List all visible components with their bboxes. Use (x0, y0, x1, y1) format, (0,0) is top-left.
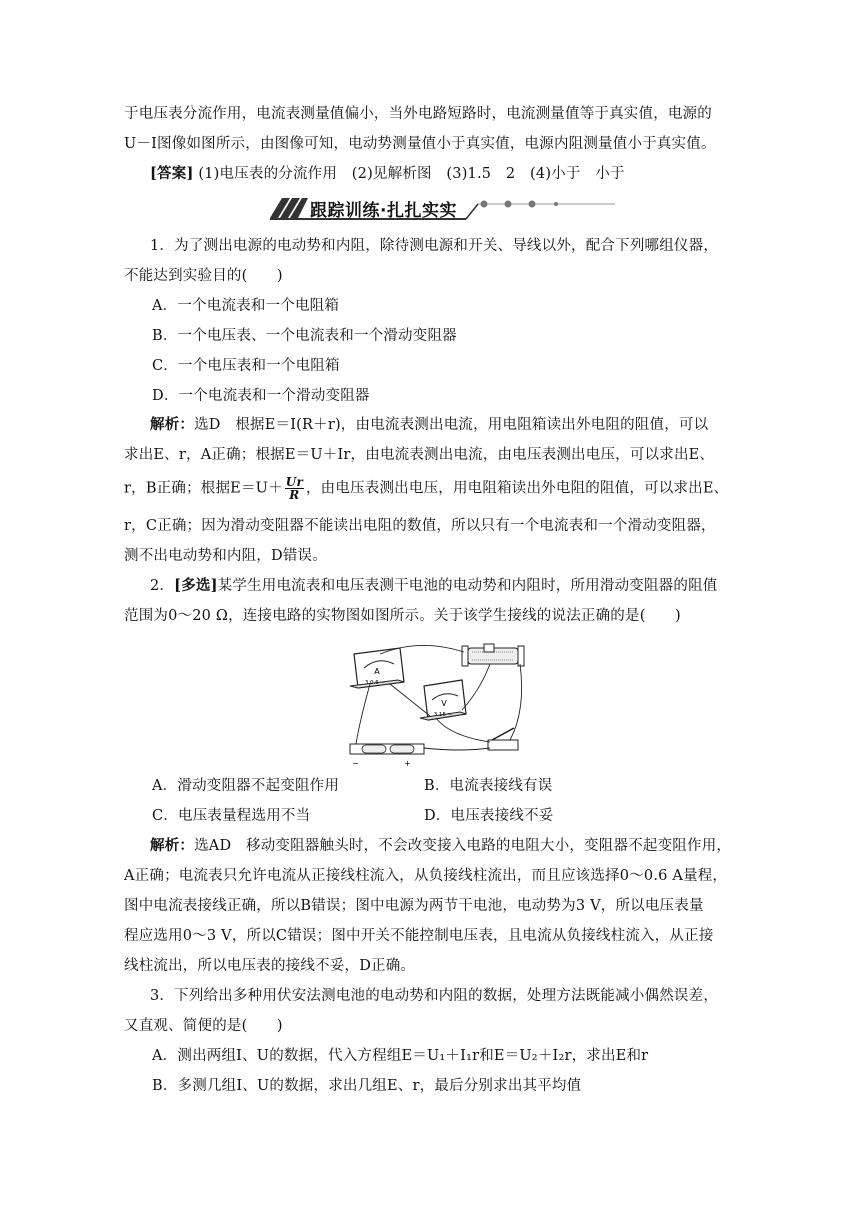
q2-option-row-2 (152, 806, 774, 826)
q3-stem-1: 3．下列给出多种用伏安法测电池的电动势和内阻的数据，处理方法既能减小偶然误差， (150, 988, 719, 1004)
q3-option-b: B．多测几组I、U的数据，求出几组E、r，最后分别求出其平均值 (152, 1078, 582, 1094)
q1-option-b: B．一个电压表、一个电流表和一个滑动变阻器 (152, 328, 457, 344)
q2-solution-text-1: 选AD 移动变阻器触头时，不会改变接入电路的电阻大小，变阻器不起变阻作用， (194, 838, 732, 854)
q1-solution-text-1: 选D 根据E＝I(R＋r)，由电流表测出电流，用电阻箱读出外电阻的阻值，可以 (194, 417, 709, 433)
ammeter (350, 648, 404, 688)
intro-line-2: U－I图像如图所示，由图像可知，电动势测量值小于真实值，电源内阻测量值小于真实值。 (124, 136, 716, 152)
q2-solution-tag: 解析： (150, 837, 195, 854)
banner-title: 跟踪训练·扎扎实实 (310, 201, 457, 221)
q2-solution-3: 图中电流表接线正确，所以B错误；图中电源为两节干电池，电动势为3 V，所以电压表量 (124, 898, 704, 914)
q1-solution-3b: ，由电压表测出电压，用电阻箱读出外电阻的阻值，可以求出E、 (305, 480, 729, 497)
q1-stem-1: 1．为了测出电源的电动势和内阻，除待测电源和开关、导线以外，配合下列哪组仪器， (150, 238, 719, 254)
q1-option-a: A．一个电流表和一个电阻箱 (152, 298, 340, 314)
q1-stem-2: 不能达到实验目的( ) (124, 268, 283, 284)
q3-option-a: A．测出两组I、U的数据，代入方程组E＝U₁＋I₁r和E＝U₂＋I₂r，求出E和r (152, 1048, 649, 1064)
voltmeter-terminals: 3 15 − (433, 712, 453, 718)
intro-line-1: 于电压表分流作用，电流表测量值偏小，当外电路短路时，电流测量值等于真实值，电源的 (124, 106, 712, 122)
q2-option-b: B．电流表接线有误 (424, 778, 553, 794)
q2-stem-2: 范围为0～20 Ω，连接电路的实物图如图所示。关于该学生接线的说法正确的是( ) (124, 608, 681, 624)
circuit-figure (340, 640, 530, 770)
q1-solution-2: 求出E、r，A正确；根据E＝U＋Ir，由电流表测出电流，由电压表测出电压，可以求出E、 (124, 447, 715, 463)
battery (350, 744, 424, 768)
ammeter-terminals: 3 0.6 − (364, 680, 386, 686)
q2-solution-5: 线柱流出，所以电压表的接线不妥，D正确。 (124, 958, 416, 974)
q2-solution-2: A正确；电流表只允许电流从正接线柱流入，从负接线柱流出，而且应该选择0～0.6 A量程， (124, 868, 728, 884)
q2-option-row-1 (152, 776, 774, 796)
q2-stem-text: 某学生用电流表和电压表测干电池的电动势和内阻时，所用滑动变阻器的阻值 (217, 578, 718, 594)
q1-solution-tag: 解析： (150, 416, 195, 433)
switch (488, 728, 518, 750)
q1-option-d: D．一个电流表和一个滑动变阻器 (152, 388, 370, 404)
q1-solution-1 (150, 415, 746, 435)
q2-number: 2． (150, 578, 175, 594)
q1-option-c: C．一个电压表和一个电阻箱 (152, 358, 340, 374)
q1-solution-3 (124, 476, 746, 501)
q2-option-a: A．滑动变阻器不起变阻作用 (152, 778, 340, 794)
answer-line (150, 164, 746, 184)
ammeter-label: A (374, 667, 380, 676)
section-banner (270, 192, 620, 224)
answer-tag: [答案] (150, 165, 194, 182)
q1-solution-4: r，C正确；因为滑动变阻器不能读出电阻的数值，所以只有一个电流表和一个滑动变阻器， (124, 518, 716, 534)
q1-solution-5: 测不出电动势和内阻，D错误。 (124, 548, 327, 564)
answer-text: (1)电压表的分流作用 (2)见解析图 (3)1.5 2 (4)小于 小于 (198, 166, 625, 182)
q2-option-d: D．电压表接线不妥 (424, 808, 554, 824)
q2-solution-4: 程应选用0～3 V，所以C错误；图中开关不能控制电压表，且电流从负接线柱流入，从正接 (124, 928, 714, 944)
rheostat (462, 644, 524, 666)
plus-label: + (404, 759, 411, 768)
q1-solution-3a: r，B正确；根据E＝U＋ (124, 480, 283, 497)
q2-option-c: C．电压表量程选用不当 (152, 808, 311, 824)
voltmeter-label: V (441, 699, 447, 708)
minus-label: − (352, 759, 359, 768)
q2-solution-1 (150, 836, 746, 856)
fraction-numerator: Ur (285, 475, 303, 489)
fraction-denominator: R (289, 488, 300, 502)
q2-stem-1 (150, 576, 746, 596)
circuit-diagram (340, 640, 530, 770)
q3-stem-2: 又直观、简便的是( ) (124, 1018, 283, 1034)
q2-tag: [多选] (174, 577, 218, 594)
q1-fraction (285, 476, 304, 501)
